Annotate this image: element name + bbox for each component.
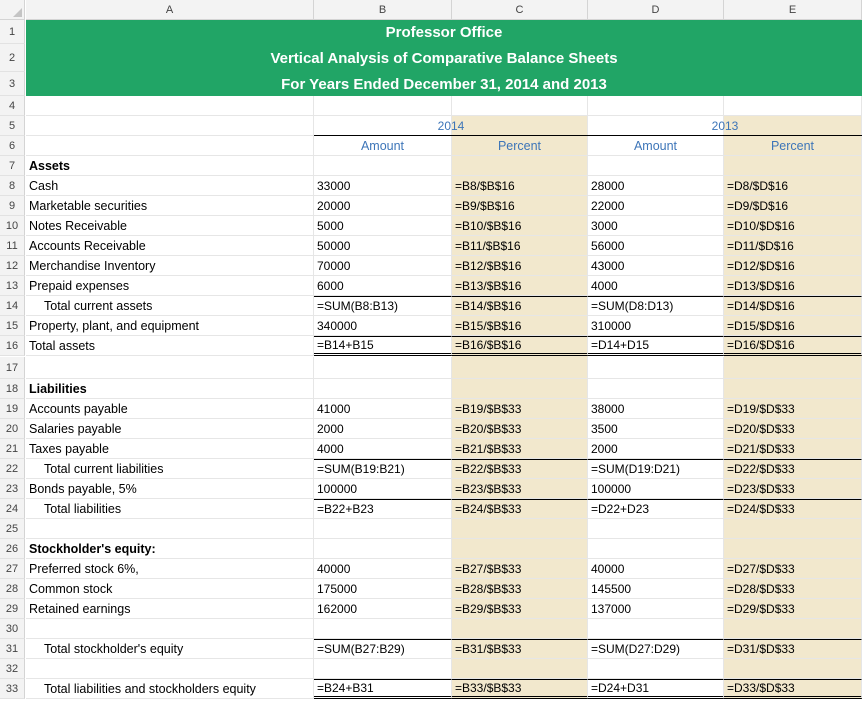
cell-d24[interactable]: =D22+D23 (588, 499, 724, 519)
row-label: Cash (26, 176, 314, 196)
row-header-9[interactable]: 9 (0, 196, 25, 216)
cell-bg[interactable] (452, 539, 588, 559)
row-header-7[interactable]: 7 (0, 156, 25, 176)
cell-e29[interactable]: =D29/$D$33 (724, 599, 862, 619)
cell-bg[interactable] (26, 136, 314, 156)
section-equity: Stockholder's equity: (26, 539, 314, 559)
cell-bg[interactable] (452, 519, 588, 539)
column-header-a[interactable]: A (26, 0, 314, 20)
row-label: Property, plant, and equipment (26, 316, 314, 336)
row-label: Notes Receivable (26, 216, 314, 236)
row-header-2[interactable]: 2 (0, 44, 25, 72)
cell-b24[interactable]: =B22+B23 (314, 499, 452, 519)
cell-bg[interactable] (724, 96, 862, 116)
cell-bg[interactable] (588, 96, 724, 116)
row-header-15[interactable]: 15 (0, 316, 25, 336)
header-amount-d: Amount (588, 136, 724, 156)
year-header-2014: 2014 (314, 116, 588, 136)
cell-d11[interactable]: 56000 (588, 236, 724, 256)
cell-b28[interactable]: 175000 (314, 579, 452, 599)
row-label: Taxes payable (26, 439, 314, 459)
header-amount-b: Amount (314, 136, 452, 156)
cell-c29[interactable]: =B29/$B$33 (452, 599, 588, 619)
cell-bg[interactable] (724, 379, 862, 399)
cell-b23[interactable]: 100000 (314, 479, 452, 499)
cell-bg[interactable] (452, 156, 588, 176)
title-line-3: For Years Ended December 31, 2014 and 2013 (281, 75, 607, 93)
cell-bg[interactable] (452, 357, 588, 379)
cell-bg[interactable] (588, 619, 724, 639)
cell-e19[interactable]: =D19/$D$33 (724, 399, 862, 419)
row-header-18[interactable]: 18 (0, 379, 25, 399)
cell-b19[interactable]: 41000 (314, 399, 452, 419)
cell-bg[interactable] (588, 156, 724, 176)
cell-bg[interactable] (724, 519, 862, 539)
title-line-1: Professor Office (385, 23, 503, 41)
section-assets: Assets (26, 156, 314, 176)
row-label: Retained earnings (26, 599, 314, 619)
cell-c12[interactable]: =B12/$B$16 (452, 256, 588, 276)
column-header-d[interactable]: D (588, 0, 724, 20)
cell-e20[interactable]: =D20/$D$33 (724, 419, 862, 439)
row-label: Total liabilities and stockholders equity (26, 679, 314, 699)
row-header-33[interactable]: 33 (0, 679, 25, 699)
row-header-10[interactable]: 10 (0, 216, 25, 236)
cell-d20[interactable]: 3500 (588, 419, 724, 439)
cell-bg[interactable] (724, 659, 862, 679)
cell-c21[interactable]: =B21/$B$33 (452, 439, 588, 459)
cell-e22[interactable]: =D22/$D$33 (724, 459, 862, 479)
row-label: Total stockholder's equity (26, 639, 314, 659)
cell-d33[interactable]: =D24+D31 (588, 679, 724, 699)
row-header-25[interactable]: 25 (0, 519, 25, 539)
cell-c19[interactable]: =B19/$B$33 (452, 399, 588, 419)
cell-c22[interactable]: =B22/$B$33 (452, 459, 588, 479)
row-header-29[interactable]: 29 (0, 599, 25, 619)
cell-b33[interactable]: =B24+B31 (314, 679, 452, 699)
row-label: Bonds payable, 5% (26, 479, 314, 499)
row-header-17[interactable]: 17 (0, 357, 25, 379)
cell-b22[interactable]: =SUM(B19:B21) (314, 459, 452, 479)
row-header-23[interactable]: 23 (0, 479, 25, 499)
cell-b11[interactable]: 50000 (314, 236, 452, 256)
cell-d8[interactable]: 28000 (588, 176, 724, 196)
row-label: Prepaid expenses (26, 276, 314, 296)
cell-b15[interactable]: 340000 (314, 316, 452, 336)
row-header-8[interactable]: 8 (0, 176, 25, 196)
cell-bg[interactable] (588, 659, 724, 679)
cell-b27[interactable]: 40000 (314, 559, 452, 579)
row-header-26[interactable]: 26 (0, 539, 25, 559)
cell-bg[interactable] (314, 156, 452, 176)
row-label: Marketable securities (26, 196, 314, 216)
cell-b31[interactable]: =SUM(B27:B29) (314, 639, 452, 659)
row-header-12[interactable]: 12 (0, 256, 25, 276)
cell-bg[interactable] (26, 116, 314, 136)
select-all-icon (13, 8, 22, 17)
cell-bg[interactable] (314, 379, 452, 399)
cell-bg[interactable] (314, 539, 452, 559)
cell-d27[interactable]: 40000 (588, 559, 724, 579)
cell-c24[interactable]: =B24/$B$33 (452, 499, 588, 519)
cell-bg[interactable] (588, 379, 724, 399)
cell-e23[interactable]: =D23/$D$33 (724, 479, 862, 499)
row-header-11[interactable]: 11 (0, 236, 25, 256)
cell-bg[interactable] (588, 357, 724, 379)
cell-b13[interactable]: 6000 (314, 276, 452, 296)
cell-b16[interactable]: =B14+B15 (314, 336, 452, 356)
cell-d19[interactable]: 38000 (588, 399, 724, 419)
row-label: Merchandise Inventory (26, 256, 314, 276)
cell-c8[interactable]: =B8/$B$16 (452, 176, 588, 196)
cell-d16[interactable]: =D14+D15 (588, 336, 724, 356)
cell-bg[interactable] (724, 619, 862, 639)
row-header-14[interactable]: 14 (0, 296, 25, 316)
cell-c16[interactable]: =B16/$B$16 (452, 336, 588, 356)
cell-bg[interactable] (26, 96, 314, 116)
cell-c23[interactable]: =B23/$B$33 (452, 479, 588, 499)
cell-b20[interactable]: 2000 (314, 419, 452, 439)
cell-c9[interactable]: =B9/$B$16 (452, 196, 588, 216)
row-header-5[interactable]: 5 (0, 116, 25, 136)
cell-e11[interactable]: =D11/$D$16 (724, 236, 862, 256)
row-label: Total current liabilities (26, 459, 314, 479)
cell-b9[interactable]: 20000 (314, 196, 452, 216)
cell-e21[interactable]: =D21/$D$33 (724, 439, 862, 459)
cell-bg[interactable] (314, 519, 452, 539)
column-header-e[interactable]: E (724, 0, 862, 20)
cell-c31[interactable]: =B31/$B$33 (452, 639, 588, 659)
row-label: Total assets (26, 336, 314, 356)
column-header-b[interactable]: B (314, 0, 452, 20)
cell-d22[interactable]: =SUM(D19:D21) (588, 459, 724, 479)
row-header-6[interactable]: 6 (0, 136, 25, 156)
cell-bg[interactable] (26, 619, 314, 639)
cell-d23[interactable]: 100000 (588, 479, 724, 499)
row-header-20[interactable]: 20 (0, 419, 25, 439)
cell-e13[interactable]: =D13/$D$16 (724, 276, 862, 296)
cell-bg[interactable] (26, 659, 314, 679)
row-header-4[interactable]: 4 (0, 96, 25, 116)
row-label: Total current assets (26, 296, 314, 316)
cell-e12[interactable]: =D12/$D$16 (724, 256, 862, 276)
column-header-c[interactable]: C (452, 0, 588, 20)
cell-bg[interactable] (314, 96, 452, 116)
row-header-22[interactable]: 22 (0, 459, 25, 479)
header-percent-c: Percent (452, 136, 588, 156)
cell-d28[interactable]: 145500 (588, 579, 724, 599)
cell-bg[interactable] (26, 357, 314, 379)
row-label: Salaries payable (26, 419, 314, 439)
row-header-16[interactable]: 16 (0, 336, 25, 356)
cell-c14[interactable]: =B14/$B$16 (452, 296, 588, 316)
cell-bg[interactable] (314, 357, 452, 379)
cell-c33[interactable]: =B33/$B$33 (452, 679, 588, 699)
cell-bg[interactable] (452, 379, 588, 399)
section-liabilities: Liabilities (26, 379, 314, 399)
cell-c10[interactable]: =B10/$B$16 (452, 216, 588, 236)
row-header-30[interactable]: 30 (0, 619, 25, 639)
cell-e8[interactable]: =D8/$D$16 (724, 176, 862, 196)
cell-e24[interactable]: =D24/$D$33 (724, 499, 862, 519)
cell-bg[interactable] (724, 156, 862, 176)
row-header-31[interactable]: 31 (0, 639, 25, 659)
row-header-24[interactable]: 24 (0, 499, 25, 519)
cell-c13[interactable]: =B13/$B$16 (452, 276, 588, 296)
cell-b12[interactable]: 70000 (314, 256, 452, 276)
row-header-1[interactable]: 1 (0, 20, 25, 44)
row-header-3[interactable]: 3 (0, 72, 25, 96)
row-header-27[interactable]: 27 (0, 559, 25, 579)
cell-e31[interactable]: =D31/$D$33 (724, 639, 862, 659)
cell-d21[interactable]: 2000 (588, 439, 724, 459)
row-label: Accounts Receivable (26, 236, 314, 256)
cell-e33[interactable]: =D33/$D$33 (724, 679, 862, 699)
row-header-32[interactable]: 32 (0, 659, 25, 679)
cell-c15[interactable]: =B15/$B$16 (452, 316, 588, 336)
cell-d12[interactable]: 43000 (588, 256, 724, 276)
row-label: Common stock (26, 579, 314, 599)
cell-e10[interactable]: =D10/$D$16 (724, 216, 862, 236)
row-header-19[interactable]: 19 (0, 399, 25, 419)
cell-d29[interactable]: 137000 (588, 599, 724, 619)
cell-bg[interactable] (588, 519, 724, 539)
cell-e28[interactable]: =D28/$D$33 (724, 579, 862, 599)
cell-d9[interactable]: 22000 (588, 196, 724, 216)
cell-bg[interactable] (724, 357, 862, 379)
cell-e9[interactable]: =D9/$D$16 (724, 196, 862, 216)
cell-bg[interactable] (724, 539, 862, 559)
cell-d15[interactable]: 310000 (588, 316, 724, 336)
cell-b10[interactable]: 5000 (314, 216, 452, 236)
cell-d31[interactable]: =SUM(D27:D29) (588, 639, 724, 659)
cell-d13[interactable]: 4000 (588, 276, 724, 296)
header-percent-e: Percent (724, 136, 862, 156)
cell-b21[interactable]: 4000 (314, 439, 452, 459)
row-header-13[interactable]: 13 (0, 276, 25, 296)
cell-bg[interactable] (588, 539, 724, 559)
row-header-28[interactable]: 28 (0, 579, 25, 599)
cell-bg[interactable] (314, 659, 452, 679)
cell-bg[interactable] (452, 659, 588, 679)
cell-c20[interactable]: =B20/$B$33 (452, 419, 588, 439)
cell-e14[interactable]: =D14/$D$16 (724, 296, 862, 316)
cell-d10[interactable]: 3000 (588, 216, 724, 236)
cell-b29[interactable]: 162000 (314, 599, 452, 619)
cell-d14[interactable]: =SUM(D8:D13) (588, 296, 724, 316)
cell-b8[interactable]: 33000 (314, 176, 452, 196)
title-line-2: Vertical Analysis of Comparative Balance Sheets (270, 49, 618, 67)
cell-bg[interactable] (452, 96, 588, 116)
row-label: Preferred stock 6%, (26, 559, 314, 579)
year-header-2013: 2013 (588, 116, 862, 136)
cell-bg[interactable] (26, 519, 314, 539)
cell-e16[interactable]: =D16/$D$16 (724, 336, 862, 356)
row-label: Accounts payable (26, 399, 314, 419)
row-label: Total liabilities (26, 499, 314, 519)
cell-bg[interactable] (452, 619, 588, 639)
cell-e15[interactable]: =D15/$D$16 (724, 316, 862, 336)
cell-c11[interactable]: =B11/$B$16 (452, 236, 588, 256)
cell-bg[interactable] (314, 619, 452, 639)
cell-b14[interactable]: =SUM(B8:B13) (314, 296, 452, 316)
select-all-corner[interactable] (0, 0, 25, 20)
row-header-21[interactable]: 21 (0, 439, 25, 459)
cell-c27[interactable]: =B27/$B$33 (452, 559, 588, 579)
cell-c28[interactable]: =B28/$B$33 (452, 579, 588, 599)
cell-e27[interactable]: =D27/$D$33 (724, 559, 862, 579)
